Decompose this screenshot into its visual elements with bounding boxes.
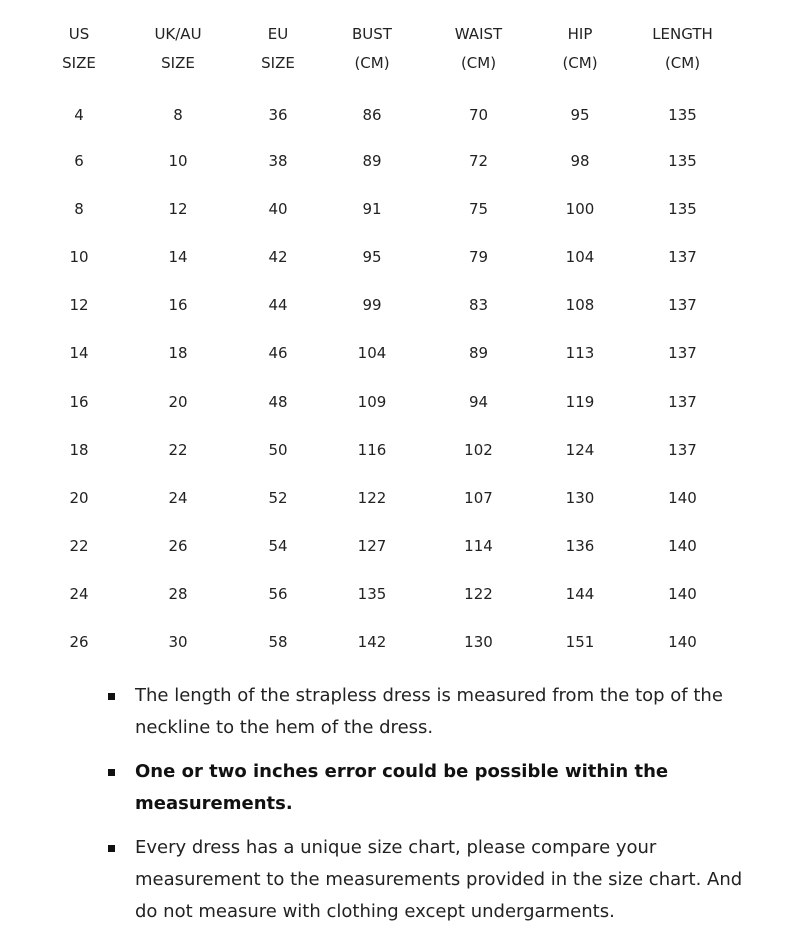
table-cell: 79 [468,248,489,267]
table-cell: 12 [168,200,188,219]
column-header-line1: US [68,25,90,43]
table-cell: 22 [168,440,188,459]
table-cell: 98 [570,152,590,171]
table-cell: 10 [168,152,188,171]
table-cell: 8 [74,200,84,219]
table-cell: 137 [668,296,697,315]
table-cell: 127 [357,536,387,555]
table-cell: 119 [565,392,595,411]
table-cell: 8 [173,105,183,124]
table-cell: 75 [468,200,489,219]
table-cell: 113 [565,344,595,363]
table-cell: 135 [357,584,387,603]
table-cell: 20 [168,392,188,411]
column-header-line1: EU [267,25,289,43]
table-cell: 18 [69,440,89,459]
table-cell: 104 [565,248,595,267]
table-cell: 124 [565,440,595,459]
column-header [30,20,128,92]
table-cell: 42 [268,248,288,267]
table-cell: 46 [268,344,288,363]
column-header-line2: (CM) [664,54,701,72]
note-item [105,680,745,744]
table-cell: 140 [668,488,697,507]
table-cell: 102 [464,440,493,459]
table-cell: 144 [565,584,595,603]
table-cell: 12 [69,296,89,315]
table-cell: 86 [362,105,382,124]
table-cell: 22 [69,536,89,555]
square-bullet-icon [108,769,115,776]
table-cell: 109 [357,392,387,411]
notes-list [105,680,745,940]
table-cell: 28 [168,584,188,603]
table-cell: 24 [69,584,89,603]
table-cell: 36 [268,105,288,124]
table-row [30,474,746,522]
table-cell: 99 [362,296,382,315]
table-cell: 56 [268,584,288,603]
table-cell: 48 [268,392,288,411]
table-cell: 140 [668,584,697,603]
column-header [541,20,619,92]
table-row [30,570,746,618]
table-cell: 130 [464,632,493,651]
table-row [30,522,746,570]
table-cell: 24 [168,488,188,507]
table-cell: 44 [268,296,288,315]
column-header-line1: BUST [352,25,392,43]
table-cell: 142 [357,632,387,651]
square-bullet-icon [108,693,115,700]
column-header [328,20,416,92]
table-cell: 140 [668,632,697,651]
table-cell: 135 [668,105,697,124]
column-header-line1: UK/AU [154,25,202,43]
table-cell: 95 [570,105,590,124]
column-header-line1: WAIST [454,25,503,43]
table-cell: 14 [168,248,188,267]
table-row [30,426,746,474]
table-row [30,137,746,185]
note-text: The length of the strapless dress is measured from the top of the neckline to the hem of the dress. [135,685,723,738]
table-cell: 122 [464,584,493,603]
table-cell: 26 [168,536,188,555]
table-cell: 4 [74,105,84,124]
table-cell: 136 [565,536,595,555]
table-row [30,281,746,329]
note-item [105,756,745,820]
table-cell: 20 [69,488,89,507]
table-cell: 16 [69,392,89,411]
table-row [30,92,746,137]
table-row [30,618,746,666]
table-cell: 89 [468,344,489,363]
column-header-line2: (CM) [460,54,497,72]
table-cell: 116 [357,440,387,459]
table-cell: 16 [168,296,188,315]
note-text: Every dress has a unique size chart, please compare your measurement to the measurements provided in the size chart. And do not measure with clothing except undergarments. [135,837,743,922]
column-header-line2: (CM) [562,54,598,72]
table-cell: 95 [362,248,382,267]
table-cell: 94 [468,392,489,411]
table-cell: 18 [168,344,188,363]
table-cell: 40 [268,200,288,219]
table-body [30,92,746,666]
table-cell: 91 [362,200,382,219]
table-cell: 10 [69,248,89,267]
note-item [105,832,745,928]
table-cell: 135 [668,200,697,219]
table-cell: 140 [668,536,697,555]
column-header-line2: (CM) [354,54,390,72]
size-chart-table [30,20,746,666]
table-cell: 38 [268,152,288,171]
column-header-line2: SIZE [161,54,195,72]
table-cell: 137 [668,344,697,363]
note-text: One or two inches error could be possible within the measurements. [135,761,669,814]
table-cell: 130 [565,488,595,507]
table-cell: 89 [362,152,382,171]
table-cell: 70 [468,105,489,124]
table-cell: 54 [268,536,288,555]
table-row [30,185,746,233]
table-cell: 114 [464,536,493,555]
column-header-line1: LENGTH [652,25,713,43]
table-cell: 83 [468,296,489,315]
table-cell: 137 [668,440,697,459]
table-cell: 122 [357,488,387,507]
table-row [30,233,746,281]
table-cell: 100 [565,200,595,219]
column-header [416,20,541,92]
table-row [30,329,746,377]
table-cell: 30 [168,632,188,651]
table-cell: 26 [69,632,89,651]
table-cell: 137 [668,248,697,267]
column-header-line1: HIP [567,25,593,43]
table-cell: 72 [468,152,489,171]
column-header-line2: SIZE [62,54,96,72]
table-header-row [30,20,746,92]
column-header [128,20,228,92]
table-cell: 135 [668,152,697,171]
square-bullet-icon [108,845,115,852]
table-cell: 107 [464,488,493,507]
table-cell: 6 [74,152,84,171]
column-header-line2: SIZE [261,54,295,72]
table-cell: 104 [357,344,387,363]
table-cell: 50 [268,440,288,459]
table-cell: 52 [268,488,288,507]
table-cell: 151 [565,632,595,651]
table-cell: 14 [69,344,89,363]
column-header [228,20,328,92]
table-cell: 58 [268,632,288,651]
table-cell: 137 [668,392,697,411]
table-cell: 108 [565,296,595,315]
table-row [30,377,746,425]
column-header [619,20,746,92]
